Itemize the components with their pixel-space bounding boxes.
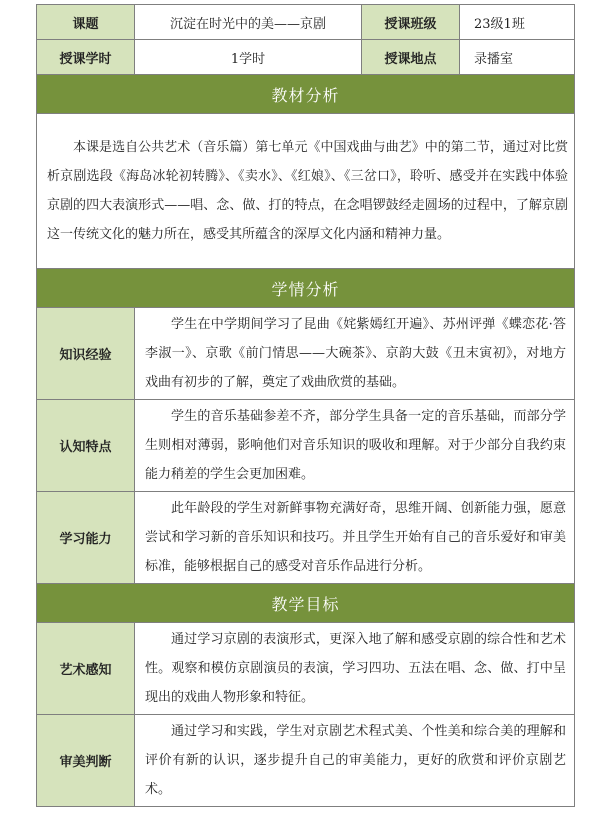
aesthetic-text: 通过学习和实践，学生对京剧艺术程式美、个性美和综合美的理解和评价有新的认识，逐步提升自己的审美能力，更好的欣赏和评价京剧艺术。: [135, 715, 575, 807]
place-label: 授课地点: [362, 40, 460, 75]
learners-section-title: 学情分析: [37, 269, 575, 308]
learner-row-knowledge: [37, 308, 575, 400]
ability-label: 学习能力: [37, 492, 135, 584]
goals-section-title: 教学目标: [37, 584, 575, 623]
textbook-section-header: [37, 75, 575, 114]
class-value: 23级1班: [460, 5, 575, 40]
ability-text: 此年龄段的学生对新鲜事物充满好奇，思维开阔、创新能力强，愿意尝试和学习新的音乐知识和技巧。并且学生开始有自己的音乐爱好和审美标准，能够根据自己的感受对音乐作品进行分析。: [135, 492, 575, 584]
hours-label: 授课学时: [37, 40, 135, 75]
class-label: 授课班级: [362, 5, 460, 40]
perception-label: 艺术感知: [37, 623, 135, 715]
header-row-2: [37, 40, 575, 75]
learners-section-header: [37, 269, 575, 308]
lesson-plan-table: [36, 4, 575, 807]
place-value: 录播室: [460, 40, 575, 75]
textbook-row: [37, 114, 575, 269]
goals-section-header: [37, 584, 575, 623]
topic-value: 沉淀在时光中的美——京剧: [135, 5, 362, 40]
textbook-section-title: 教材分析: [37, 75, 575, 114]
textbook-analysis-text: 本课是选自公共艺术（音乐篇）第七单元《中国戏曲与曲艺》中的第二节，通过对比赏析京剧选段《海岛冰轮初转腾》、《卖水》、《红娘》、《三岔口》，聆听、感受并在实践中体验京剧的四大表演形式——唱、念、做、打的特点，在念唱锣鼓经走圆场的过程中，了解京剧这一传统文化的魅力所在，感受其所蕴含的深厚文化内涵和精神力量。: [37, 114, 575, 269]
learner-row-ability: [37, 492, 575, 584]
cognition-text: 学生的音乐基础参差不齐，部分学生具备一定的音乐基础，而部分学生则相对薄弱，影响他们对音乐知识的吸收和理解。对于少部分自我约束能力稍差的学生会更加困难。: [135, 400, 575, 492]
knowledge-text: 学生在中学期间学习了昆曲《姹紫嫣红开遍》、苏州评弹《蝶恋花·答李淑一》、京歌《前门情思——大碗茶》、京韵大鼓《丑末寅初》，对地方戏曲有初步的了解，奠定了戏曲欣赏的基础。: [135, 308, 575, 400]
aesthetic-label: 审美判断: [37, 715, 135, 807]
header-row-1: [37, 5, 575, 40]
cognition-label: 认知特点: [37, 400, 135, 492]
learner-row-cognition: [37, 400, 575, 492]
goal-row-perception: [37, 623, 575, 715]
hours-value: 1学时: [135, 40, 362, 75]
goal-row-aesthetic: [37, 715, 575, 807]
knowledge-label: 知识经验: [37, 308, 135, 400]
perception-text: 通过学习京剧的表演形式，更深入地了解和感受京剧的综合性和艺术性。观察和模仿京剧演员的表演，学习四功、五法在唱、念、做、打中呈现出的戏曲人物形象和特征。: [135, 623, 575, 715]
topic-label: 课题: [37, 5, 135, 40]
